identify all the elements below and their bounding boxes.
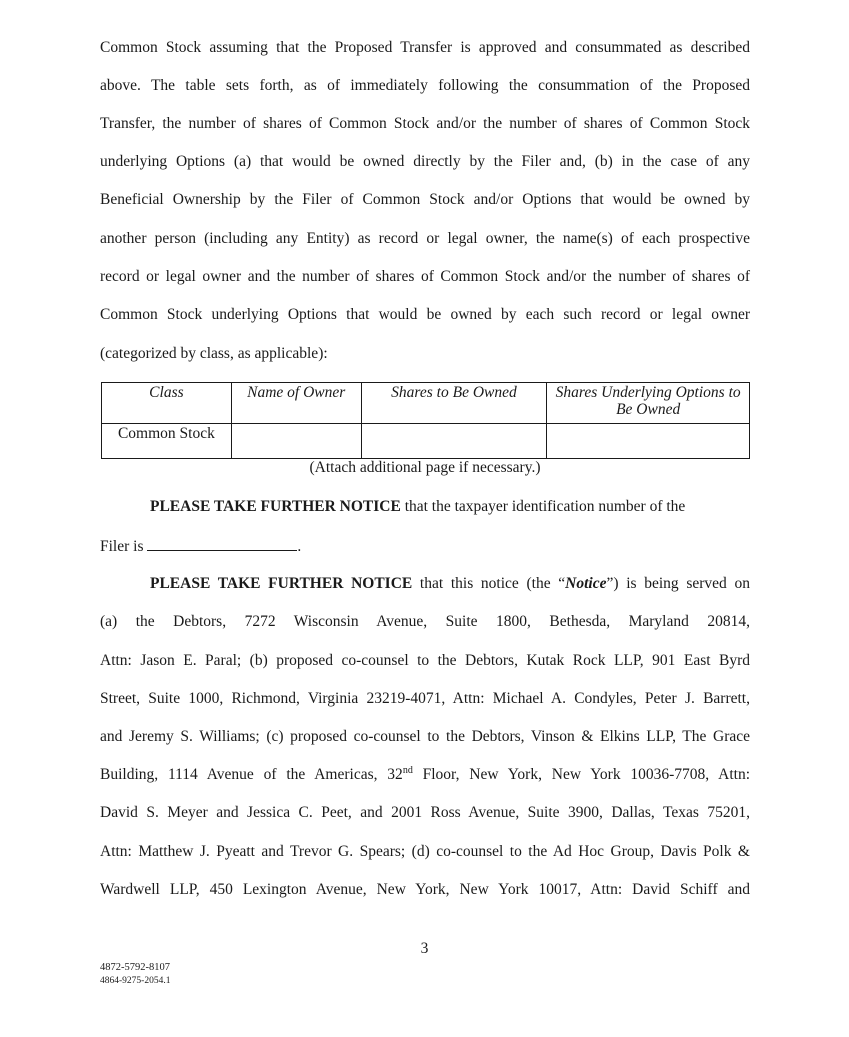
column-header-options: Shares Underlying Options to Be Owned — [547, 383, 750, 424]
body-text-line — [100, 765, 750, 785]
body-text-line: Common Stock underlying Options that would be owned by each such record or legal owner — [100, 306, 750, 323]
tin-text: that the taxpayer identification number of the — [400, 498, 686, 515]
notice-text: ”) is being served on — [606, 575, 750, 592]
body-text-line: above. The table sets forth, as of immediately following the consummation of the Proposed — [100, 77, 750, 94]
page-number: 3 — [420, 940, 429, 957]
tin-label: Filer is — [100, 538, 148, 555]
body-text-line: Beneficial Ownership by the Filer of Common Stock and/or Options that would be owned by — [100, 191, 750, 208]
doc-id: 4864-9275-2054.1 — [100, 976, 171, 986]
ordinal-suffix: nd — [402, 764, 413, 776]
notice-paragraph-line — [150, 574, 750, 594]
ownership-table — [101, 382, 750, 459]
bold-lead: PLEASE TAKE FURTHER NOTICE — [150, 498, 401, 515]
doc-id: 4872-5792-8107 — [100, 962, 170, 973]
notice-text: that this notice (the “ — [412, 575, 566, 592]
cell-class: Common Stock — [102, 424, 232, 459]
body-text-line: another person (including any Entity) as record or legal owner, the name(s) of each prospective — [100, 230, 750, 247]
column-header-owner: Name of Owner — [231, 383, 361, 424]
cell-shares[interactable] — [361, 424, 547, 459]
body-text-line: (categorized by class, as applicable): — [100, 345, 328, 362]
body-text-line: and Jeremy S. Williams; (c) proposed co-counsel to the Debtors, Vinson & Elkins LLP, The Grace — [100, 728, 750, 745]
body-text-line: underlying Options (a) that would be owned directly by the Filer and, (b) in the case of any — [100, 153, 750, 170]
column-header-shares: Shares to Be Owned — [361, 383, 547, 424]
tin-paragraph-line — [100, 536, 750, 557]
body-text-line: Transfer, the number of shares of Common Stock and/or the number of shares of Common Stock — [100, 115, 750, 132]
body-text-line: David S. Meyer and Jessica C. Peet, and 2001 Ross Avenue, Suite 3900, Dallas, Texas 75201, — [100, 804, 750, 821]
table-header-row — [102, 383, 750, 424]
attach-note: (Attach additional page if necessary.) — [309, 459, 541, 476]
tin-blank-field[interactable] — [147, 536, 297, 551]
line-part: Building, 1114 Avenue of the Americas, 32 — [100, 766, 403, 783]
line-part: Floor, New York, New York 10036-7708, Attn: — [412, 766, 750, 783]
column-header-class: Class — [102, 383, 232, 424]
bold-lead: PLEASE TAKE FURTHER NOTICE — [150, 575, 413, 592]
body-text-line: record or legal owner and the number of shares of Common Stock and/or the number of shares of — [100, 268, 750, 285]
body-text-line: Attn: Matthew J. Pyeatt and Trevor G. Spears; (d) co-counsel to the Ad Hoc Group, Davis Polk & — [100, 843, 750, 860]
cell-options[interactable] — [547, 424, 750, 459]
body-text-line: Common Stock assuming that the Proposed Transfer is approved and consummated as described — [100, 39, 750, 56]
tin-period: . — [297, 538, 302, 555]
tin-paragraph-line — [150, 497, 750, 517]
table-row — [102, 424, 750, 459]
body-text-line: Street, Suite 1000, Richmond, Virginia 23219-4071, Attn: Michael A. Condyles, Peter J. Barrett, — [100, 690, 750, 707]
body-text-line: Wardwell LLP, 450 Lexington Avenue, New York, New York 10017, Attn: David Schiff and — [100, 881, 750, 898]
body-text-line: Attn: Jason E. Paral; (b) proposed co-counsel to the Debtors, Kutak Rock LLP, 901 East Byrd — [100, 652, 750, 669]
defined-term: Notice — [565, 575, 607, 592]
body-text-line: (a) the Debtors, 7272 Wisconsin Avenue, Suite 1800, Bethesda, Maryland 20814, — [100, 613, 750, 630]
cell-owner[interactable] — [231, 424, 361, 459]
